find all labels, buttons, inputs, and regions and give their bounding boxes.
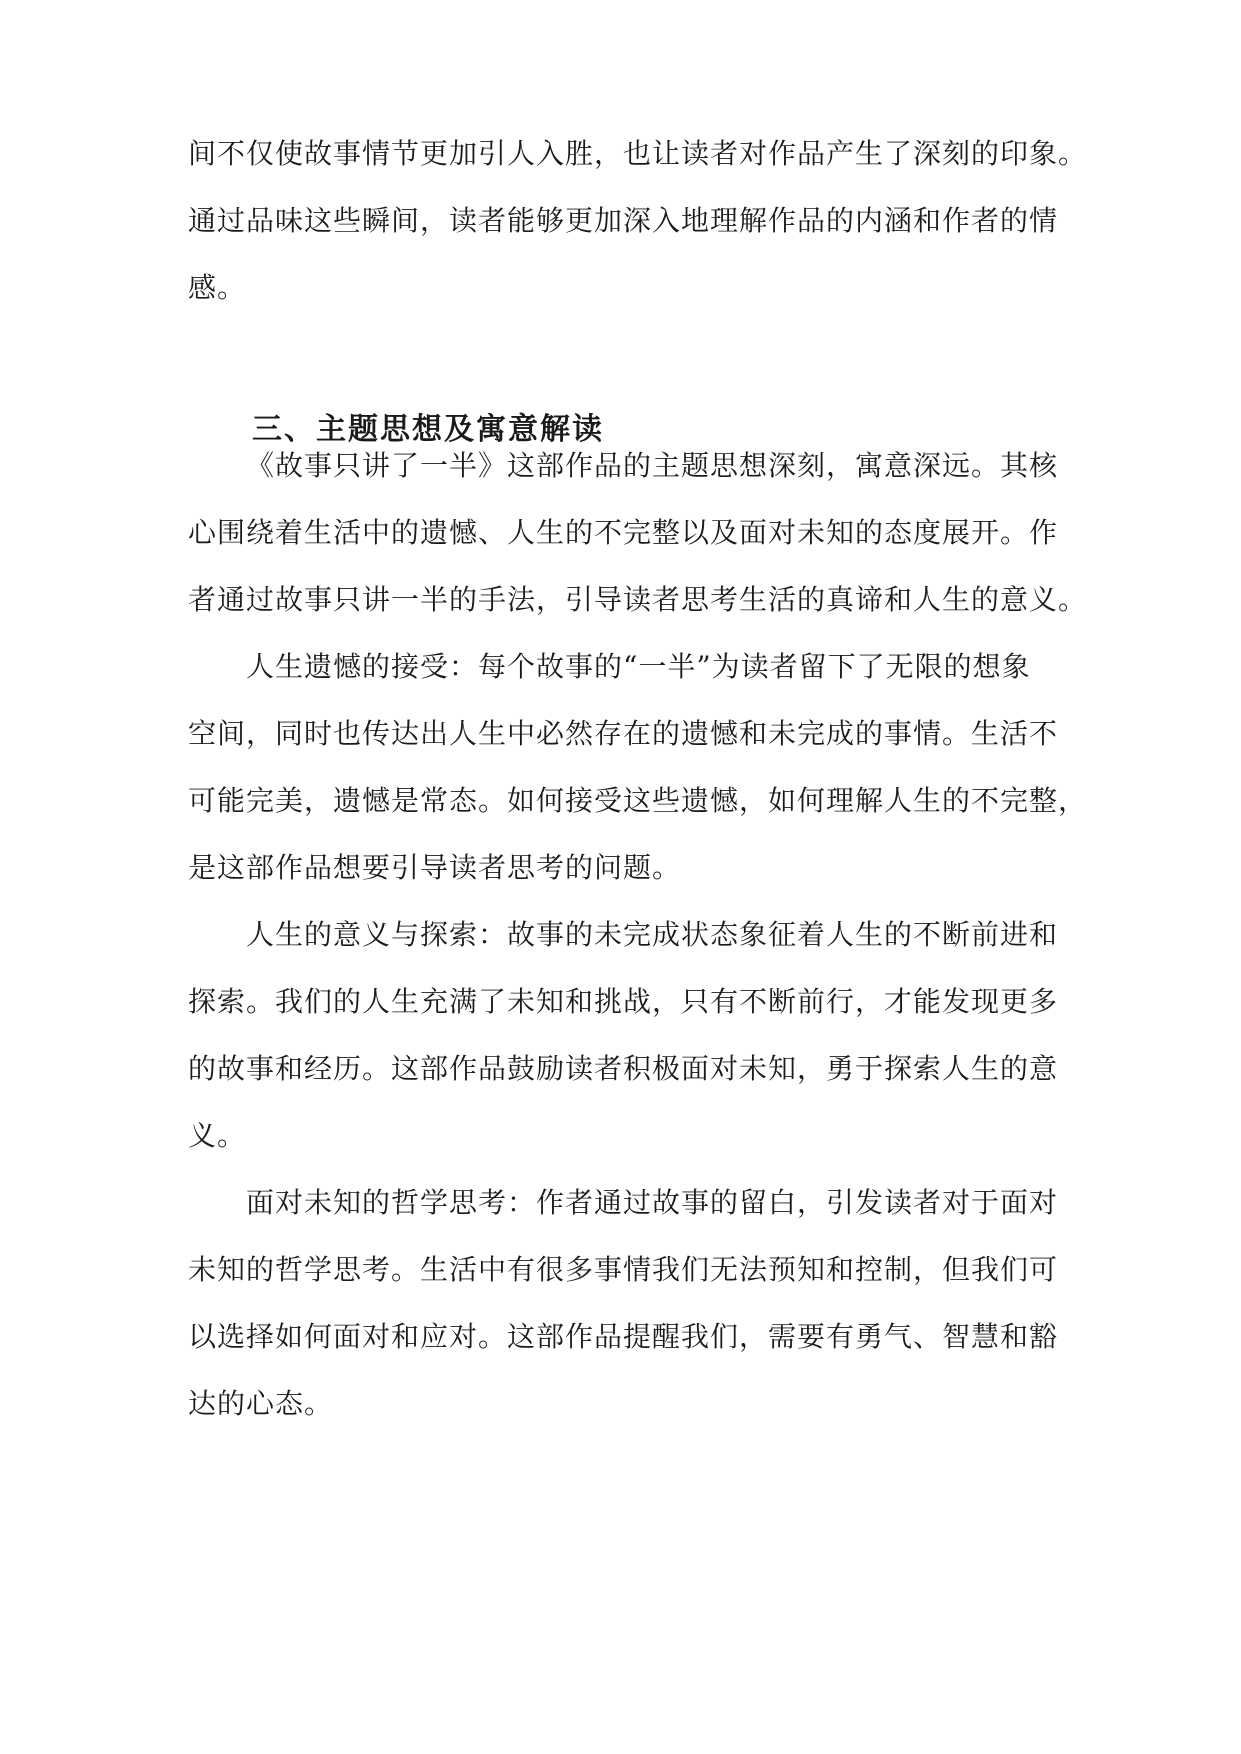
paragraph-2-line-4: 是这部作品想要引导读者思考的问题。 (188, 851, 682, 884)
paragraph-4-line-3: 以选择如何面对和应对。这部作品提醒我们，需要有勇气、智慧和豁 (188, 1320, 1059, 1353)
intro-line-3: 感。 (188, 271, 247, 304)
paragraph-3-line-1: 人生的意义与探索：故事的未完成状态象征着人生的不断前进和 (246, 918, 1059, 951)
paragraph-1-line-2: 心围绕着生活中的遗憾、人生的不完整以及面对未知的态度展开。作 (188, 516, 1059, 549)
paragraph-3-line-4: 义。 (188, 1119, 247, 1152)
paragraph-2-line-3: 可能完美，遗憾是常态。如何接受这些遗憾，如何理解人生的不完整， (188, 784, 1088, 817)
paragraph-4-line-2: 未知的哲学思考。生活中有很多事情我们无法预知和控制，但我们可 (188, 1253, 1059, 1286)
paragraph-3-line-2: 探索。我们的人生充满了未知和挑战，只有不断前行，才能发现更多 (188, 985, 1059, 1018)
paragraph-3-line-3: 的故事和经历。这部作品鼓励读者积极面对未知，勇于探索人生的意 (188, 1052, 1059, 1085)
intro-line-1: 间不仅使故事情节更加引人入胜，也让读者对作品产生了深刻的印象。 (188, 137, 1088, 170)
paragraph-1-line-3: 者通过故事只讲一半的手法，引导读者思考生活的真谛和人生的意义。 (188, 583, 1088, 616)
paragraph-4-line-1: 面对未知的哲学思考：作者通过故事的留白，引发读者对于面对 (246, 1186, 1059, 1219)
paragraph-1-line-1: 《故事只讲了一半》这部作品的主题思想深刻，寓意深远。其核 (246, 449, 1059, 482)
paragraph-4-line-4: 达的心态。 (188, 1387, 334, 1420)
section-heading: 三、主题思想及寓意解读 (252, 412, 604, 447)
paragraph-2-line-2: 空间，同时也传达出人生中必然存在的遗憾和未完成的事情。生活不 (188, 717, 1059, 750)
intro-line-2: 通过品味这些瞬间，读者能够更加深入地理解作品的内涵和作者的情 (188, 204, 1059, 237)
paragraph-2-line-1: 人生遗憾的接受：每个故事的“一半”为读者留下了无限的想象 (246, 650, 1031, 683)
